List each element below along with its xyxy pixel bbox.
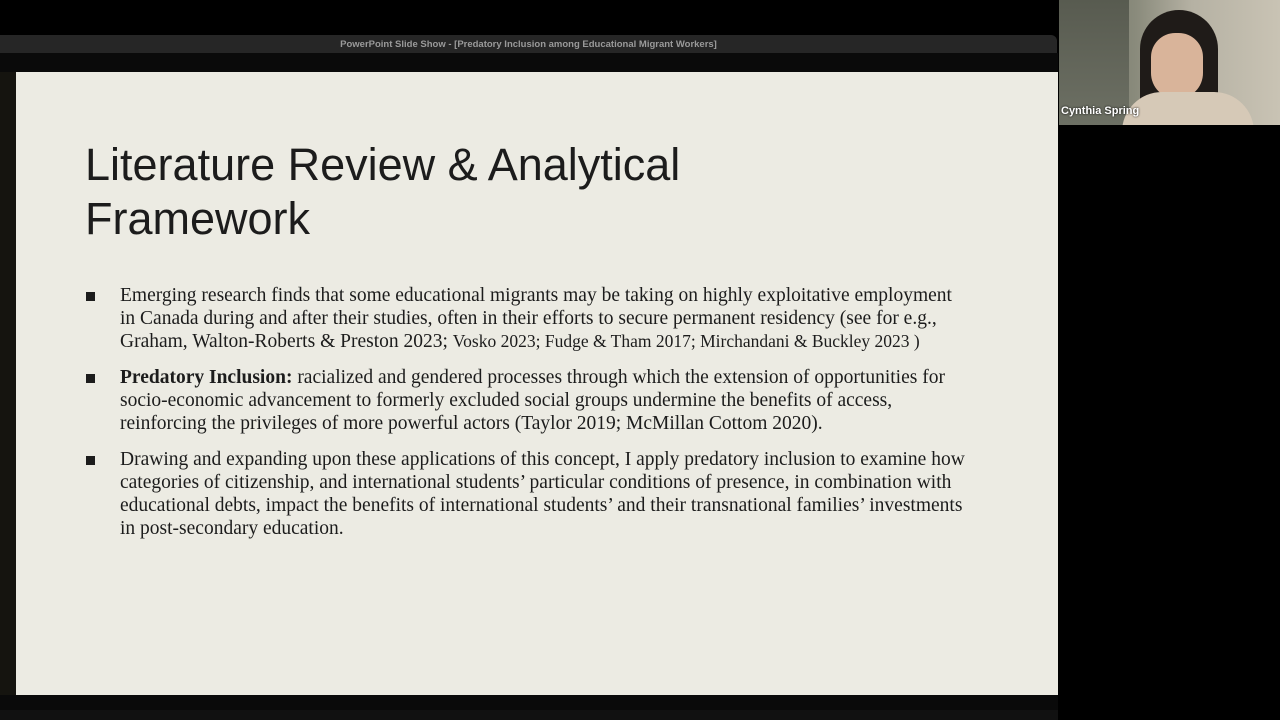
bullet-item: [85, 284, 965, 353]
slide-left-edge: [0, 72, 16, 695]
window-title: PowerPoint Slide Show - [Predatory Inclusion among Educational Migrant Workers]: [340, 38, 717, 50]
bullet-item: [85, 448, 965, 540]
square-bullet-icon: [86, 374, 95, 383]
bullet-item: [85, 366, 965, 435]
bottom-bar: [0, 710, 1058, 720]
bullet-text: Emerging research finds that some educational migrants may be taking on highly exploitative employment in Canada during and after their studies, often in their efforts to secure permanent residency (see for e.g., Graham, Walton-Roberts & Preston 2023;: [120, 285, 952, 352]
bullet-text: racialized and gendered processes through which the extension of opportunities for socio-economic advancement to formerly excluded social groups undermine the benefits of access, reinforcing the privileges of more powerful actors (Taylor 2019; McMillan Cottom 2020).: [120, 367, 945, 434]
presentation-slide[interactable]: [16, 72, 1058, 695]
square-bullet-icon: [86, 292, 95, 301]
square-bullet-icon: [86, 456, 95, 465]
bullet-text: Drawing and expanding upon these applications of this concept, I apply predatory inclusion to examine how categories of citizenship, and international students’ particular conditions of presence, in combination with educational debts, impact the benefits of international students’ and their transnational families’ investments in post-secondary education.: [120, 449, 965, 539]
bullet-text-small: Vosko 2023; Fudge & Tham 2017; Mirchandani & Buckley 2023 ): [452, 331, 920, 351]
bullet-list: [85, 284, 965, 553]
participant-video-tile[interactable]: [1059, 0, 1280, 125]
window-title-bar: [0, 35, 1057, 53]
participant-figure-shoulders: [1122, 92, 1254, 125]
slide-title: [85, 138, 845, 246]
participant-figure-face: [1151, 33, 1203, 99]
bullet-term: Predatory Inclusion:: [120, 367, 293, 388]
slide-title-line-1: Literature Review & Analytical: [85, 139, 681, 190]
slide-title-line-2: Framework: [85, 193, 311, 244]
participant-name: Cynthia Spring: [1061, 105, 1140, 117]
